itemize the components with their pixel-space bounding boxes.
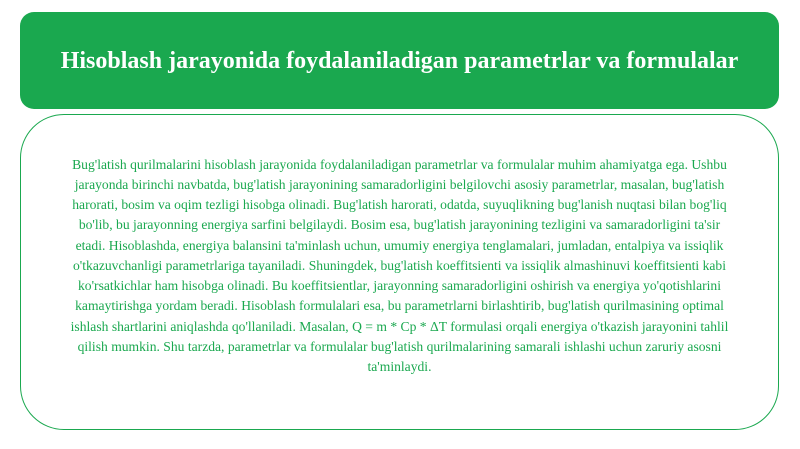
content-panel [20,114,779,430]
slide-title: Hisoblash jarayonida foydalaniladigan parametrlar va formulalar [60,47,739,74]
title-banner [20,12,779,109]
body-paragraph: Bug'latish qurilmalarini hisoblash jarayonida foydalaniladigan parametrlar va formulalar muhim ahamiyatga ega. Ushbu jarayonda birinchi navbatda, bug'latish jarayonining samaradorligini belgilovchi asosiy parametrlar, masalan, bug'latish harorati, bosim va oqim tezligi hisobga olinadi. Bug'latish harorati, odatda, suyuqlikning bug'lanish nuqtasi bilan bog'liq bo'lib, bu jarayonning energiya sarfini belgilaydi. Bosim esa, bug'latish jarayonining tezligini va samaradorligini ta'sir etadi. Hisoblashda, energiya balansini ta'minlash uchun, umumiy energiya tenglamalari, jumladan, entalpiya va issiqlik o'tkazuvchanligi parametrlariga tayaniladi. Shuningdek, bug'latish koeffitsienti va issiqlik almashinuvi koeffitsienti kabi ko'rsatkichlar ham hisobga olinadi. Bu koeffitsientlar, jarayonning samaradorligini oshirish va energiya yo'qotishlarini kamaytirishga yordam beradi. Hisoblash formulalari esa, bu parametrlarni birlashtirib, bug'latish qurilmasining optimal ishlash shartlarini aniqlashda qo'llaniladi. Masalan, Q = m * Cp * ΔT formulasi orqali energiya o'tkazish jarayonini tahlil qilish mumkin. Shu tarzda, parametrlar va formulalar bug'latish qurilmalarining samarali ishlashi uchun zaruriy asosni ta'minlaydi. [70,156,729,374]
